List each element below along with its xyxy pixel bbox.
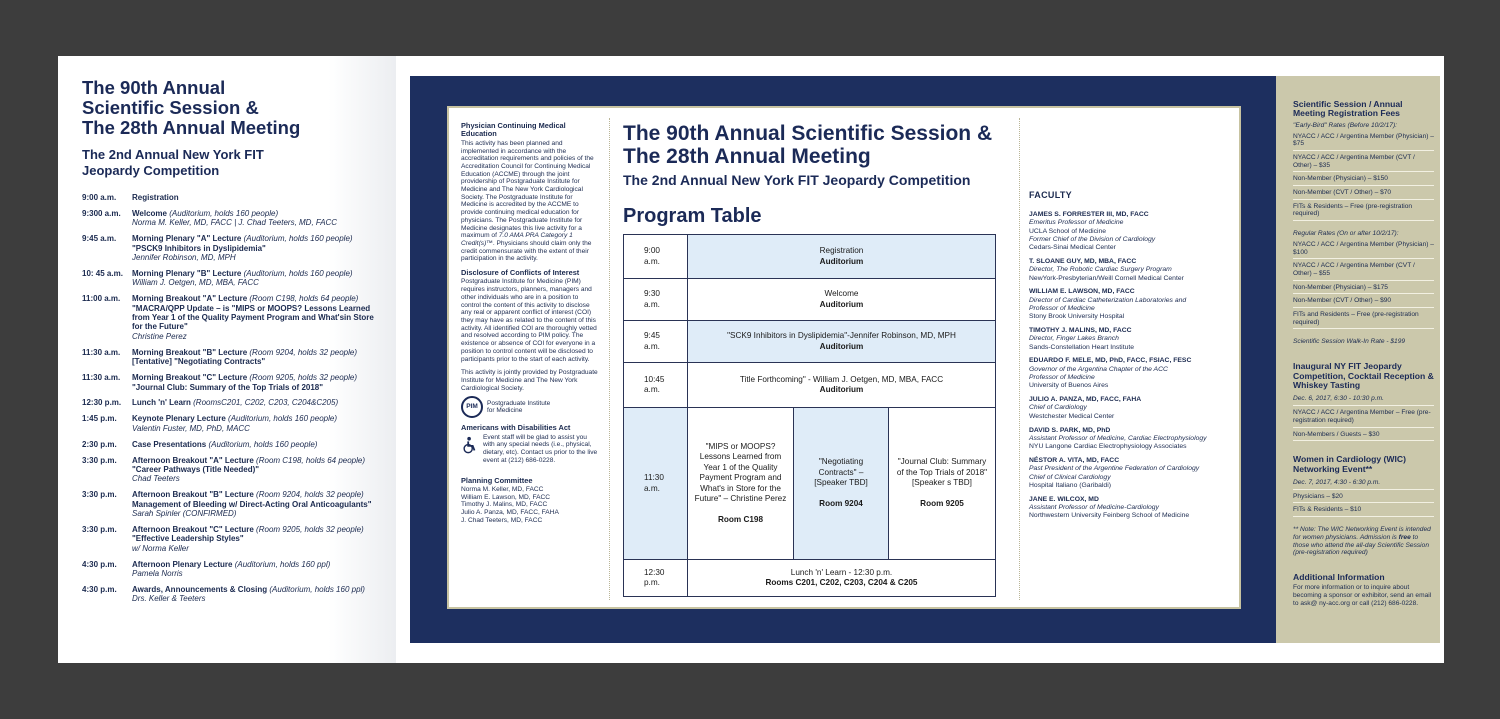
- schedule-row: [82, 560, 386, 579]
- jeopardy-list: [1293, 406, 1434, 441]
- faculty-item: [1029, 427, 1237, 452]
- schedule-note: (Room 9205, holds 32 people): [253, 524, 364, 534]
- schedule-title: Morning Plenary "B" Lecture: [132, 268, 242, 278]
- schedule-line-2: "MACRA/QPP Update – is "MIPS or MOOPS? Lessons Learned from Year 1 of the Quality Payment Program and What'sin Store for the Future": [132, 303, 374, 332]
- coi-body: Postgraduate Institute for Medicine (PIM) requires instructors, planners, managers and other individuals who are in a position to control the content of this activity to disclose any real or apparent conflict of interest (COI) they may have as related to the content of this activity. All identified COI are thoroughly vetted and resolved according to PIM policy. The existence or absence of COI for everyone in a position to control content will be disclosed to participants prior to the start of each activity.: [461, 278, 597, 363]
- schedule-note: (Auditorium, holds 160 ppl): [267, 585, 365, 594]
- faculty-line: Hospital Italiano (Garibaldi): [1029, 481, 1111, 489]
- session-room: Room C198: [717, 515, 764, 524]
- faculty-name: T. SLOANE GUY, MD, MBA, FACC: [1029, 257, 1137, 265]
- schedule-row: [82, 234, 386, 262]
- schedule-body: [132, 209, 386, 228]
- row-time-hour: 10:45: [644, 374, 665, 384]
- schedule-title: Afternoon Breakout "A" Lecture: [132, 455, 254, 465]
- faculty-line: University of Buenos Aires: [1029, 382, 1109, 390]
- faculty-name: NÉSTOR A. VITA, MD, FACC: [1029, 456, 1120, 464]
- session-room: Rooms C201, C202, C203, C204 & C205: [765, 578, 918, 587]
- faculty-line: Assistant Professor of Medicine, Cardiac Electrophysiology: [1029, 434, 1207, 442]
- women-heading: Women in Cardiology (WIC) Networking Event**: [1293, 454, 1406, 474]
- schedule-body: [132, 456, 386, 484]
- session-room: Room 9205: [920, 499, 964, 509]
- faculty-item: [1029, 288, 1237, 321]
- session-title: Registration: [819, 246, 864, 255]
- faculty-name: JAMES S. FORRESTER III, MD, FACC: [1029, 211, 1149, 218]
- session-title: "MIPS or MOOPS? Lessons Learned from Year 1 of the Quality Payment Program and What's in Store for the Future" – Christine Perez: [694, 441, 787, 503]
- jeopardy-heading: Inaugural NY FIT Jeopardy Competition, Cocktail Reception & Whiskey Tasting: [1293, 361, 1434, 390]
- schedule-row: [82, 193, 386, 202]
- table-row: [624, 235, 996, 279]
- schedule-line-1: [132, 269, 386, 278]
- session-title: "Journal Club: Summary of the Top Trials of 2018" [Speaker s TBD]: [896, 457, 988, 488]
- schedule-line-2: William J. Oetgen, MD, MBA, FACC: [132, 278, 259, 288]
- schedule-line-2: Management of Bleeding w/ Direct-Acting Oral Anticoagulants": [132, 499, 372, 509]
- session-title: Title Forthcoming" - William J. Oetgen, MD, MBA, FACC: [739, 374, 944, 384]
- schedule-line-1: [132, 373, 386, 382]
- table-row: [624, 363, 996, 408]
- row-session: [688, 321, 996, 363]
- schedule-time: 2:30 p.m.: [82, 439, 117, 449]
- schedule-note: (Auditorium, holds 160 people): [206, 439, 318, 449]
- schedule-row: [82, 373, 386, 392]
- faculty-line: Sands-Constellation Heart Institute: [1029, 343, 1135, 351]
- pim-logo-icon: PIM: [461, 396, 483, 418]
- schedule-body: [132, 440, 386, 449]
- row-session: [688, 363, 996, 408]
- cme-body-b: . Physicians should claim only the credit commensurate with the extent of their participation in the activity.: [461, 239, 592, 263]
- schedule-time: 12:30 p.m.: [82, 398, 122, 408]
- schedule-line-3: Pamela Norris: [132, 569, 183, 579]
- planning-member: Norma M. Keller, MD, FACC: [461, 485, 544, 493]
- row-time: [624, 321, 688, 363]
- breakout-b: [794, 408, 889, 560]
- faculty-line: Professor of Medicine: [1029, 374, 1095, 382]
- faculty-name: TIMOTHY J. MALINS, MD, FACC: [1029, 327, 1132, 335]
- schedule-note: (Room C198, holds 64 people): [247, 294, 359, 304]
- row-time: [624, 408, 688, 560]
- row-session: [688, 279, 996, 321]
- planning-member: J. Chad Teeters, MD, FACC: [461, 516, 543, 524]
- schedule-line-1: [132, 585, 386, 594]
- schedule-time: 9:300 a.m.: [82, 208, 121, 218]
- schedule-row: [82, 525, 386, 553]
- schedule-body: [132, 414, 386, 433]
- row-time: [624, 235, 688, 279]
- schedule-line-2: "Career Pathways (Title Needed)": [132, 464, 260, 474]
- fee-item: NYACC / ACC / Argentina Member (Physician) – $75: [1293, 130, 1434, 151]
- row-time-hour: 9:45: [644, 331, 660, 340]
- pim-logo-block: [461, 396, 599, 418]
- row-time-ampm: a.m.: [644, 483, 660, 493]
- schedule-body: [132, 348, 386, 367]
- left-subtitle-line-2: Jeopardy Competition: [82, 163, 220, 178]
- schedule-row: [82, 585, 386, 604]
- fee-item: Non-Member (Physician) – $175: [1293, 281, 1434, 295]
- schedule-title: Lunch 'n' Learn: [132, 398, 191, 408]
- schedule-line-3: Christine Perez: [132, 331, 187, 341]
- schedule-line-2: "Journal Club: Summary of the Top Trials of 2018": [132, 382, 324, 392]
- table-row: [624, 279, 996, 321]
- faculty-item: [1029, 357, 1237, 390]
- schedule-line-1: [132, 560, 386, 569]
- program-table: [623, 234, 996, 597]
- faculty-item: [1029, 327, 1237, 352]
- schedule-time: 9:00 a.m.: [82, 193, 117, 202]
- fee-item: Non-Members / Guests – $30: [1293, 428, 1434, 442]
- schedule-time: 3:30 p.m.: [82, 455, 117, 465]
- regular-label: Regular Rates (On or after 10/2/17):: [1293, 230, 1399, 238]
- faculty-line: Director, Finger Lakes Branch: [1029, 335, 1119, 343]
- fee-item: Non-Member (CVT / Other) – $90: [1293, 294, 1434, 308]
- schedule-line-2: "PSCK9 Inhibitors in Dyslipidemia": [132, 243, 266, 253]
- note-b: to those who attend the all-day Scientific Session (pre-registration required): [1293, 533, 1429, 557]
- schedule-row: [82, 414, 386, 433]
- schedule-note: (Auditorium, holds 160 ppl): [232, 559, 331, 569]
- divider-right: [1019, 118, 1020, 600]
- schedule-note: (Room C198, holds 64 people): [253, 455, 366, 465]
- faculty-line: Director, The Robotic Cardiac Surgery Program: [1029, 266, 1172, 274]
- schedule-title: Awards, Announcements & Closing: [132, 585, 268, 594]
- faculty-line: Westchester Medical Center: [1029, 412, 1115, 420]
- faculty-item: [1029, 457, 1237, 490]
- info-heading: Additional Information: [1293, 571, 1385, 582]
- schedule-body: [132, 398, 386, 407]
- ada-heading: Americans with Disabilities Act: [461, 423, 571, 433]
- planning-member: William E. Lawson, MD, FACC: [461, 493, 551, 501]
- schedule-note: (Auditorium, holds 160 people): [166, 208, 279, 218]
- fee-item: FITs and Residents – Free (pre-registration required): [1293, 308, 1434, 329]
- faculty-item: [1029, 496, 1237, 521]
- walkin-rate: Scientific Session Walk-In Rate - $199: [1293, 338, 1406, 346]
- schedule-row: [82, 209, 386, 228]
- faculty-column: [1029, 190, 1237, 526]
- fee-item: Non-Member (Physician) – $150: [1293, 172, 1434, 186]
- planning-heading: Planning Committee: [461, 475, 533, 485]
- faculty-name: JANE E. WILCOX, MD: [1029, 495, 1099, 503]
- pim-name-line-2: for Medicine: [487, 407, 523, 415]
- schedule-line-1: [132, 398, 386, 407]
- ada-body: Event staff will be glad to assist you with any special needs (i.e., physical, dietary, etc). Contact us prior to the live event at (212) 686-0228.: [483, 433, 598, 464]
- schedule-note: (Auditorium, holds 160 people): [241, 268, 353, 278]
- faculty-item: [1029, 258, 1237, 283]
- schedule-time: 10: 45 a.m.: [82, 268, 123, 278]
- schedule-time: 4:30 p.m.: [82, 559, 117, 569]
- breakout-a: [688, 408, 794, 560]
- row-time-ampm: a.m.: [644, 256, 660, 266]
- fee-item: NYACC / ACC / Argentina Member (Physician) – $100: [1293, 238, 1434, 259]
- schedule-line-3: Jennifer Robinson, MD, MPH: [132, 253, 236, 263]
- session-room: Auditorium: [819, 385, 864, 394]
- schedule-line-2: Norma M. Keller, MD, FACC | J. Chad Teeters, MD, FACC: [132, 218, 338, 228]
- note-free: free: [1398, 533, 1411, 541]
- pim-name: [487, 400, 550, 415]
- pim-name-line-1: Postgraduate Institute: [487, 399, 551, 407]
- faculty-line: Former Chief of the Division of Cardiology: [1029, 235, 1156, 243]
- schedule-body: [132, 490, 386, 518]
- faculty-line: Stony Brook University Hospital: [1029, 313, 1125, 321]
- schedule-note: (Auditorium, holds 160 people): [225, 414, 337, 424]
- row-time-hour: 12:30: [644, 567, 665, 577]
- schedule-row: [82, 269, 386, 288]
- faculty-line: NewYork-Presbyterian/Weill Cornell Medical Center: [1029, 274, 1184, 282]
- faculty-line: Past President of the Argentine Federation of Cardiology: [1029, 465, 1200, 473]
- schedule-note: (Auditorium, holds 160 people): [241, 234, 353, 244]
- schedule-body: [132, 373, 386, 392]
- schedule-title: Afternoon Plenary Lecture: [132, 559, 233, 569]
- faculty-item: [1029, 396, 1237, 421]
- schedule-line-1: [132, 456, 386, 465]
- breakout-c: [889, 408, 996, 560]
- row-session: [688, 560, 996, 597]
- cme-credit: 7.0 AMA PRA Category 1 Credit(s)™: [461, 232, 573, 247]
- schedule-time: 11:30 a.m.: [82, 373, 121, 383]
- session-title: "Negotiating Contracts" – [Speaker TBD]: [814, 457, 868, 488]
- faculty-line: NYU Langone Cardiac Electrophysiology Associates: [1029, 443, 1187, 451]
- schedule-body: [132, 525, 386, 553]
- session-title: "SCK9 Inhibitors in Dyslipidemia"-Jennifer Robinson, MD, MPH: [727, 331, 956, 340]
- cme-column: [461, 122, 599, 524]
- schedule-line-3: Drs. Keller & Teeters: [132, 594, 206, 604]
- schedule-title: Welcome: [132, 208, 167, 218]
- schedule-time: 1:45 p.m.: [82, 414, 117, 424]
- women-note: [1293, 526, 1434, 557]
- schedule-line-3: w/ Norma Keller: [132, 543, 189, 553]
- session-title: Lunch 'n' Learn - 12:30 p.m.: [790, 567, 893, 577]
- schedule-line-1: [132, 209, 386, 218]
- program-subtitle: The 2nd Annual New York FIT Jeopardy Competition: [623, 172, 971, 188]
- faculty-name: EDUARDO F. MELE, MD, PhD, FACC, FSIAC, FESC: [1029, 357, 1192, 365]
- schedule-title: Afternoon Breakout "C" Lecture: [132, 524, 254, 534]
- schedule-line-1: [132, 490, 386, 499]
- faculty-line: Assistant Professor of Medicine-Cardiology: [1029, 503, 1159, 511]
- wheelchair-icon: [461, 436, 479, 454]
- schedule-line-2: "Effective Leadership Styles": [132, 534, 244, 544]
- schedule-time: 11:30 a.m.: [82, 347, 121, 357]
- schedule-line-3: Sarah Spinler (CONFIRMED): [132, 509, 237, 519]
- schedule-body: [132, 560, 386, 579]
- row-time: [624, 279, 688, 321]
- cme-heading: Physician Continuing Medical Education: [461, 121, 566, 139]
- schedule-line-3: Valentin Fuster, MD, PhD, MACC: [132, 423, 250, 433]
- schedule-time: 11:00 a.m.: [82, 294, 121, 304]
- program-title-line-2: The 28th Annual Meeting: [623, 145, 871, 168]
- faculty-name: JULIO A. PANZA, MD, FACC, FAHA: [1029, 396, 1142, 404]
- program-card: [447, 106, 1241, 609]
- schedule-title: Afternoon Breakout "B" Lecture: [132, 490, 254, 500]
- schedule-line-3: Chad Teeters: [132, 474, 180, 484]
- session-room: Auditorium: [819, 299, 864, 309]
- row-time-ampm: a.m.: [644, 299, 660, 309]
- planning-member: Julio A. Panza, MD, FACC, FAHA: [461, 509, 559, 517]
- row-time-hour: 11:30: [644, 473, 664, 482]
- jeopardy-block: [1293, 362, 1434, 441]
- left-title-line-1: The 90th Annual: [82, 77, 226, 98]
- faculty-line: Cedars-Sinai Medical Center: [1029, 244, 1116, 252]
- ada-block: [461, 434, 599, 467]
- left-subtitle: [82, 147, 386, 179]
- fee-item: NYACC / ACC / Argentina Member (CVT / Other) – $55: [1293, 259, 1434, 280]
- schedule-line-1: [132, 193, 386, 202]
- left-title: [82, 78, 386, 138]
- schedule-title: Keynote Plenary Lecture: [132, 414, 226, 424]
- fee-item: Physicians – $20: [1293, 490, 1434, 504]
- early-label: "Early-Bird" Rates (Before 10/2/17):: [1293, 121, 1397, 129]
- schedule-row: [82, 490, 386, 518]
- left-subtitle-line-1: The 2nd Annual New York FIT: [82, 147, 264, 162]
- left-title-line-2: Scientific Session &: [82, 97, 259, 118]
- info-body: For more information or to inquire about becoming a sponsor or exhibitor, send an email to ask@ ny-acc.org or call (212) 686-0228.: [1293, 584, 1432, 607]
- fee-item: FITs & Residents – $10: [1293, 503, 1434, 517]
- fees-heading: Scientific Session / Annual Meeting Registration Fees: [1293, 99, 1403, 119]
- left-title-line-3: The 28th Annual Meeting: [82, 117, 301, 138]
- schedule-title: Registration: [132, 193, 179, 202]
- row-time-hour: 9:00: [644, 246, 660, 255]
- divider-left: [609, 118, 610, 600]
- fee-item: NYACC / ACC / Argentina Member (CVT / Other) – $35: [1293, 151, 1434, 172]
- schedule-time: 9:45 a.m.: [82, 234, 117, 244]
- note-a: ** Note: The WIC Networking Event is intended for women physicians. Admission is: [1293, 526, 1431, 541]
- row-session: [688, 235, 996, 279]
- fees-panel: [1276, 76, 1440, 643]
- planning-list: [461, 486, 599, 525]
- schedule-line-1: [132, 414, 386, 423]
- women-block: [1293, 455, 1434, 557]
- info-block: [1293, 573, 1434, 608]
- faculty-list: [1029, 211, 1237, 521]
- fee-item: NYACC / ACC / Argentina Member – Free (pre-registration required): [1293, 406, 1434, 427]
- session-room: Room 9204: [819, 499, 863, 509]
- schedule-row: [82, 348, 386, 367]
- regular-list: [1293, 238, 1434, 330]
- schedule-note: (Room 9205, holds 32 people): [247, 373, 358, 383]
- row-time-ampm: p.m.: [644, 578, 660, 587]
- brochure-sheet: [58, 56, 1444, 663]
- schedule-body: [132, 234, 386, 262]
- faculty-item: [1029, 211, 1237, 252]
- schedule-title: Morning Plenary "A" Lecture: [132, 234, 242, 244]
- row-time-hour: 9:30: [644, 289, 660, 298]
- faculty-line: Chief of Cardiology: [1029, 404, 1087, 412]
- schedule-list: [82, 193, 386, 604]
- early-list: [1293, 130, 1434, 222]
- schedule-body: [132, 585, 386, 604]
- faculty-name: DAVID S. PARK, MD, PhD: [1029, 426, 1111, 434]
- schedule-line-1: [132, 525, 386, 534]
- table-row: [624, 560, 996, 597]
- faculty-line: Northwestern University Feinberg School of Medicine: [1029, 512, 1190, 520]
- faculty-name: WILLIAM E. LAWSON, MD, FACC: [1029, 288, 1135, 296]
- schedule-line-1: [132, 440, 386, 449]
- left-panel: [58, 56, 396, 663]
- schedule-row: [82, 398, 386, 407]
- table-row: [624, 408, 996, 560]
- schedule-line-1: [132, 294, 386, 303]
- program-table-heading: Program Table: [623, 205, 762, 227]
- planning-member: Timothy J. Malins, MD, FACC: [461, 501, 548, 509]
- program-title-line-1: The 90th Annual Scientific Session &: [623, 122, 993, 145]
- row-time: [624, 560, 688, 597]
- cme-body: [461, 140, 599, 263]
- jeopardy-date: Dec. 6, 2017, 6:30 - 10:30 p.m.: [1293, 392, 1434, 406]
- faculty-heading: FACULTY: [1029, 190, 1072, 200]
- faculty-line: Professor of Medicine: [1029, 304, 1095, 312]
- program-panel: [410, 76, 1276, 643]
- fee-item: Non-Member (CVT / Other) – $70: [1293, 186, 1434, 200]
- schedule-title: Morning Breakout "A" Lecture: [132, 294, 248, 304]
- schedule-body: [132, 269, 386, 288]
- schedule-body: [132, 193, 386, 202]
- schedule-time: 3:30 p.m.: [82, 524, 117, 534]
- faculty-line: Chief of Clinical Cardiology: [1029, 473, 1111, 481]
- fee-item: FITs & Residents – Free (pre-registration required): [1293, 200, 1434, 221]
- schedule-row: [82, 294, 386, 341]
- schedule-time: 4:30 p.m.: [82, 585, 117, 594]
- row-time: [624, 363, 688, 408]
- schedule-title: Case Presentations: [132, 439, 207, 449]
- schedule-line-2: [Tentative] "Negotiating Contracts": [132, 357, 266, 367]
- cme-body-a: This activity has been planned and implemented in accordance with the accreditation requirements and policies of the Accreditation Council for Continuing Medical Education (ACCME) through the joint providership of Postgraduate Institute for Medicine and The New York Cardiological Society. The Postgraduate Institute for Medicine is accredited by the ACCME to provide continuing medical education for physicians. The Postgraduate Institute for Medicine designates this live activity for a maximum of: [461, 139, 594, 240]
- schedule-body: [132, 294, 386, 341]
- faculty-line: UCLA School of Medicine: [1029, 227, 1107, 235]
- schedule-note: (Room 9204, holds 32 people): [247, 347, 358, 357]
- faculty-line: Governor of the Argentina Chapter of the ACC: [1029, 365, 1168, 373]
- schedule-title: Morning Breakout "C" Lecture: [132, 373, 248, 383]
- joint-text: This activity is jointly provided by Postgraduate Institute for Medicine and The New York Cardiological Society.: [461, 369, 598, 392]
- women-date: Dec. 7, 2017, 4:30 - 6:30 p.m.: [1293, 476, 1434, 490]
- schedule-line-1: [132, 234, 386, 243]
- session-room: Auditorium: [819, 341, 864, 351]
- row-time-ampm: a.m.: [644, 341, 660, 351]
- schedule-note: (Room 9204, holds 32 people): [253, 490, 364, 500]
- faculty-line: Emeritus Professor of Medicine: [1029, 219, 1124, 227]
- schedule-note: (RoomsC201, C202, C203, C204&C205): [190, 398, 339, 408]
- session-room: Auditorium: [819, 256, 864, 266]
- schedule-line-1: [132, 348, 386, 357]
- faculty-line: Director of Cardiac Catheterization Laboratories and: [1029, 296, 1187, 304]
- row-time-ampm: a.m.: [644, 385, 660, 394]
- women-list: [1293, 490, 1434, 517]
- fees-block: [1293, 100, 1434, 346]
- table-row: [624, 321, 996, 363]
- schedule-time: 3:30 p.m.: [82, 490, 117, 500]
- schedule-title: Morning Breakout "B" Lecture: [132, 347, 248, 357]
- session-title: Welcome: [824, 289, 859, 298]
- schedule-row: [82, 456, 386, 484]
- schedule-row: [82, 440, 386, 449]
- coi-heading: Disclosure of Conflicts of Interest: [461, 268, 580, 278]
- program-title: [623, 122, 1043, 168]
